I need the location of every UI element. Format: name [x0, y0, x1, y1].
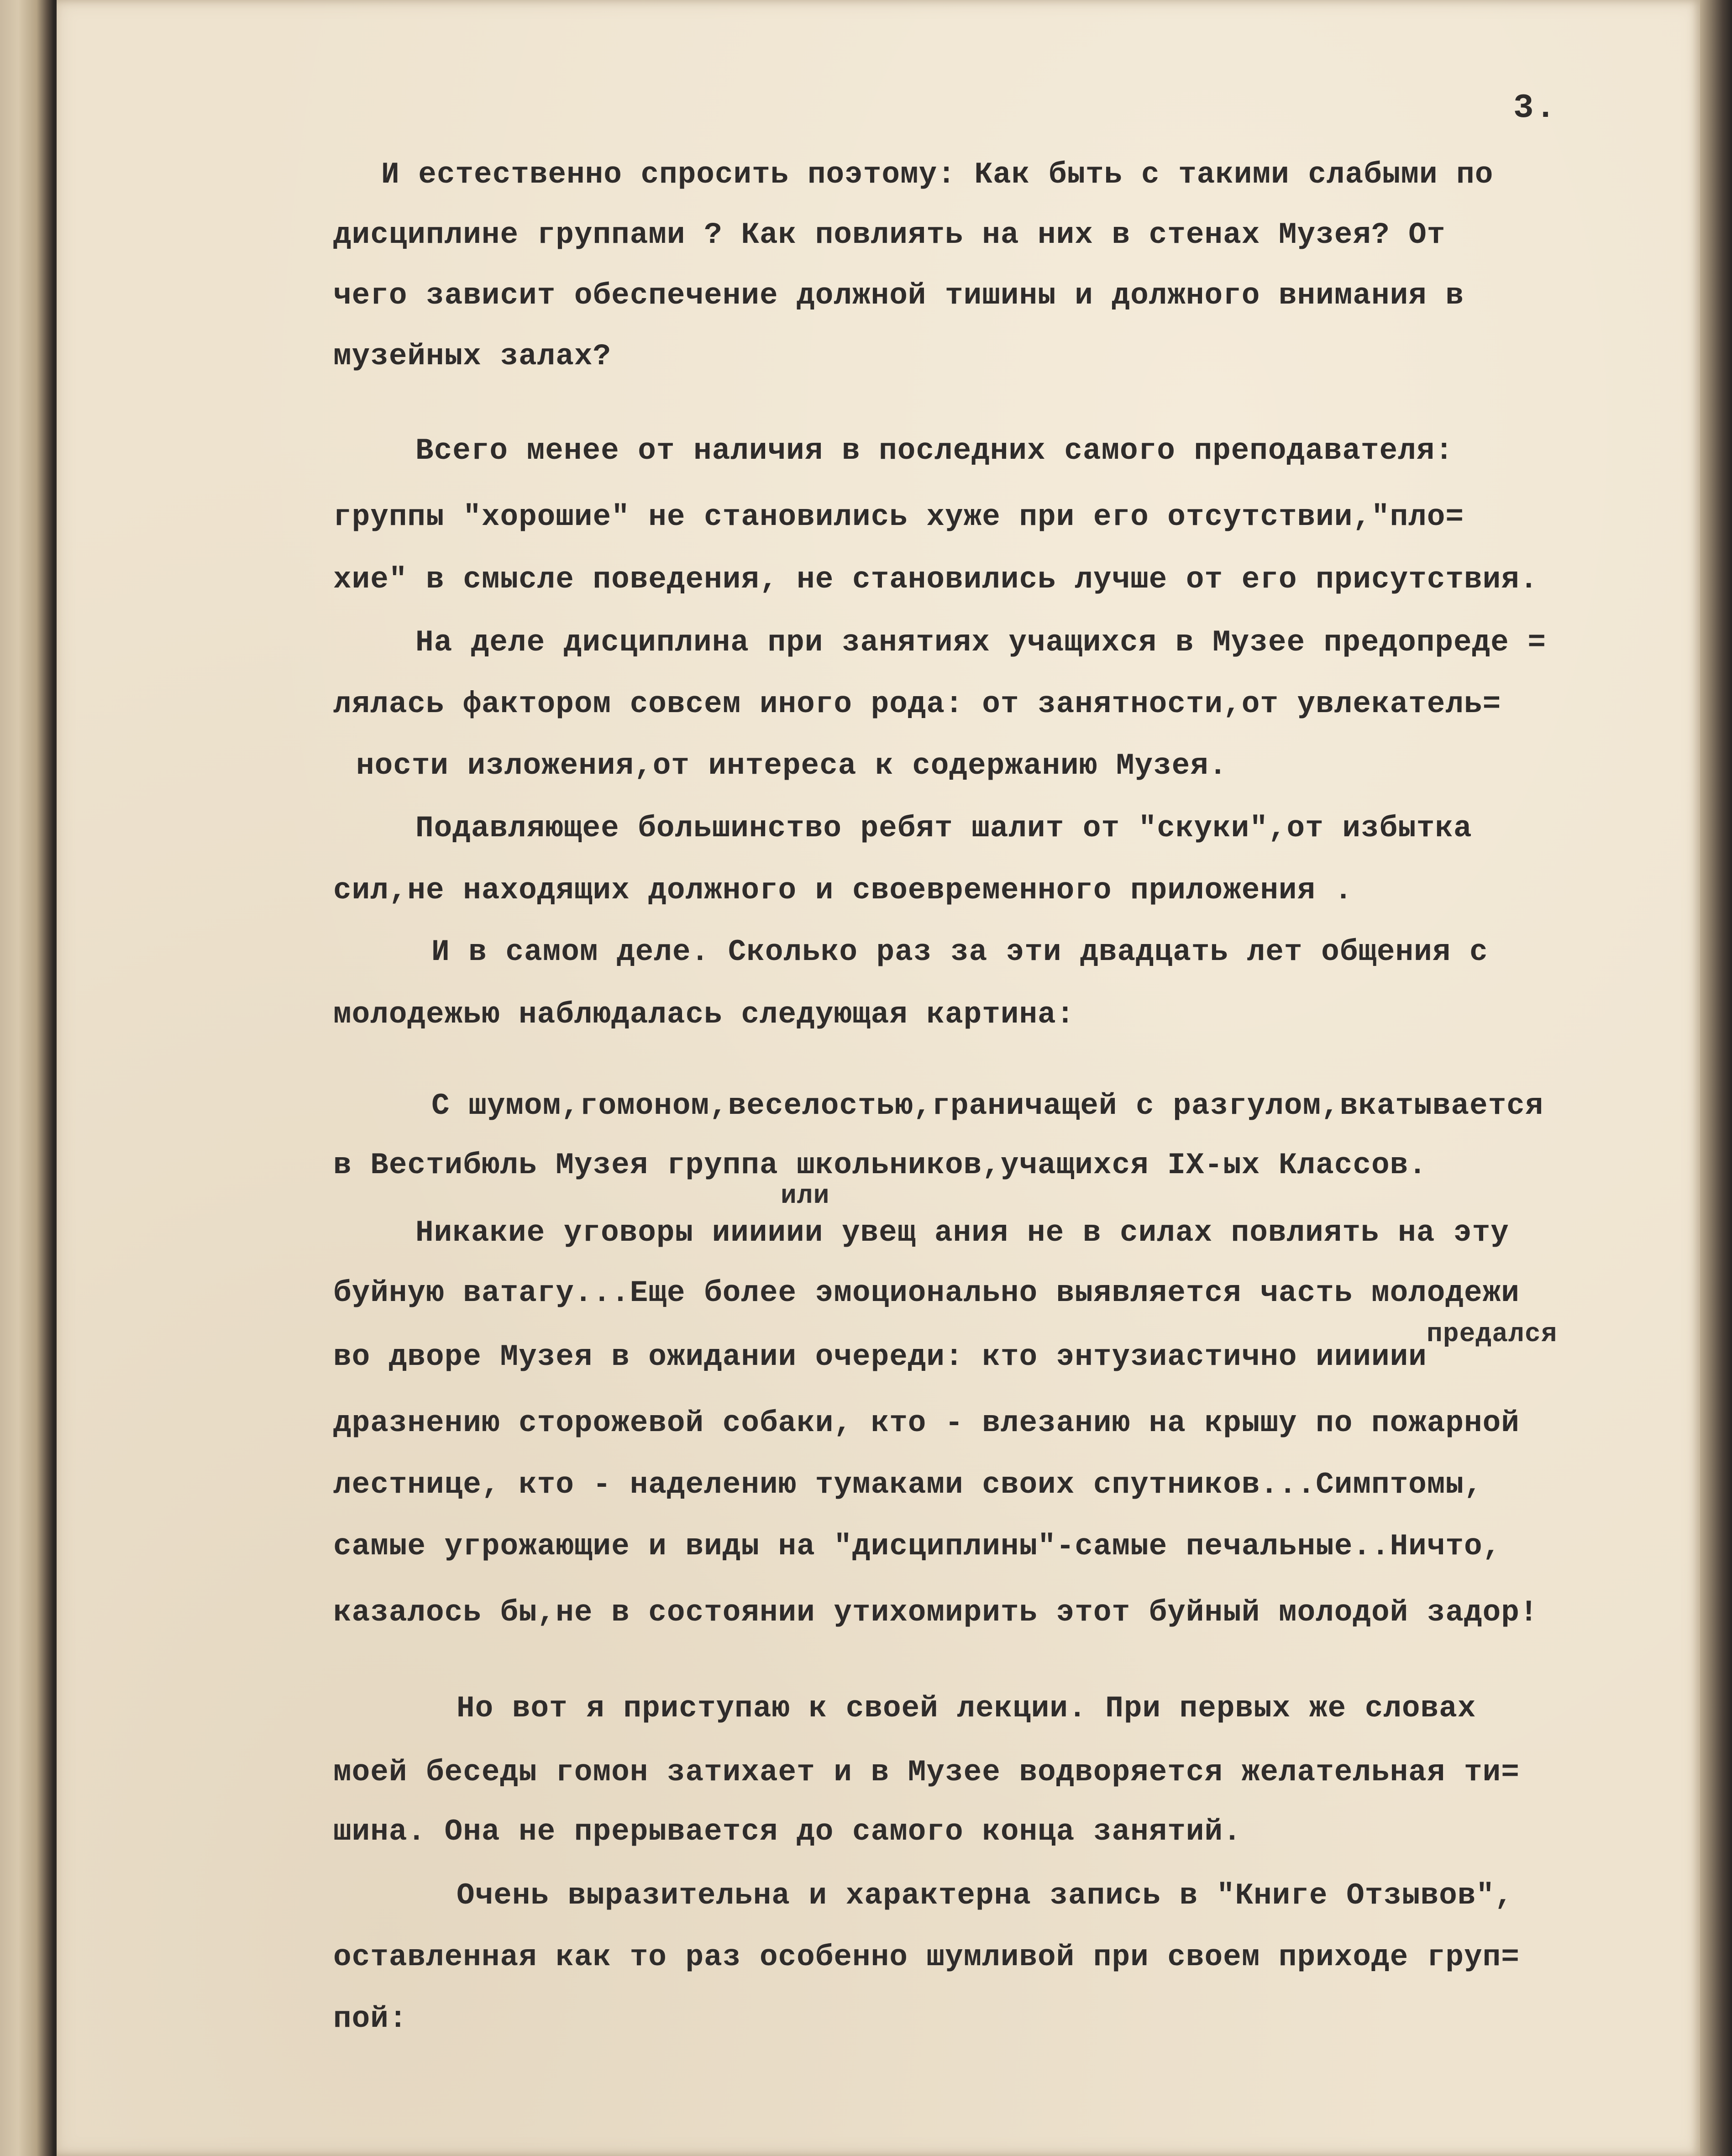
- text-line: буйную ватагу...Еще более эмоционально выявляется часть молодежи: [333, 1276, 1520, 1310]
- text-line: во дворе Музея в ожидании очереди: кто энтузиастично ииииии: [333, 1340, 1427, 1374]
- handwritten-insert: предался: [1427, 1320, 1558, 1349]
- text-line: Никакие уговоры ииииии увещ ания не в силах повлиять на эту: [415, 1216, 1509, 1250]
- text-line: чего зависит обеспечение должной тишины и должного внимания в: [333, 278, 1464, 313]
- text-line: шина. Она не прерывается до самого конца занятий.: [333, 1815, 1242, 1849]
- text-line: дисциплине группами ? Как повлиять на них в стенах Музея? От: [333, 218, 1446, 252]
- text-line: пой:: [333, 2002, 408, 2036]
- text-line: лялась фактором совсем иного рода: от занятности,от увлекатель=: [333, 687, 1501, 721]
- text-line: молодежью наблюдалась следующая картина:: [333, 997, 1075, 1032]
- text-line: самые угрожающие и виды на "дисциплины"-самые печальные..Ничто,: [333, 1529, 1501, 1563]
- text-line: казалось бы,не в состоянии утихомирить этот буйный молодой задор!: [333, 1595, 1538, 1630]
- text-line: Всего менее от наличия в последних самого преподавателя:: [415, 434, 1454, 468]
- text-line: сил,не находящих должного и своевременного приложения .: [333, 873, 1353, 908]
- text-line: Очень выразительна и характерна запись в "Книге Отзывов",: [457, 1878, 1513, 1913]
- binding-edge: [0, 0, 54, 2156]
- page-number: 3.: [1513, 89, 1558, 127]
- text-line: в Вестибюль Музея группа школьников,учащихся IX-ых Классов.: [333, 1148, 1427, 1182]
- text-line: И в самом деле. Сколько раз за эти двадцать лет общения с: [431, 935, 1488, 969]
- text-line: Подавляющее большинство ребят шалит от "скуки",от избытка: [415, 811, 1472, 845]
- text-line: дразнению сторожевой собаки, кто - влезанию на крышу по пожарной: [333, 1406, 1520, 1440]
- text-line: оставленная как то раз особенно шумливой при своем приходе груп=: [333, 1940, 1520, 1974]
- text-line: ности изложения,от интереса к содержанию Музея.: [356, 749, 1228, 783]
- text-line: хие" в смысле поведения, не становились лучше от его присутствия.: [333, 562, 1538, 597]
- text-line: Но вот я приступаю к своей лекции. При первых же словах: [457, 1691, 1476, 1726]
- handwritten-insert: или: [781, 1181, 830, 1211]
- text-line: На деле дисциплина при занятиях учащихся в Музее предопреде =: [415, 625, 1546, 660]
- text-line: музейных залах?: [333, 339, 612, 373]
- text-line: С шумом,гомоном,веселостью,граничащей с разгулом,вкатывается: [431, 1089, 1544, 1123]
- text-line: И естественно спросить поэтому: Как быть с такими слабыми по: [381, 157, 1494, 192]
- text-line: группы "хорошие" не становились хуже при его отсутствии,"пло=: [333, 500, 1464, 534]
- page-edge-shadow: [1700, 0, 1732, 2156]
- text-line: моей беседы гомон затихает и в Музее водворяется желательная ти=: [333, 1755, 1520, 1789]
- text-line: лестнице, кто - наделению тумаками своих спутников...Симптомы,: [333, 1468, 1483, 1502]
